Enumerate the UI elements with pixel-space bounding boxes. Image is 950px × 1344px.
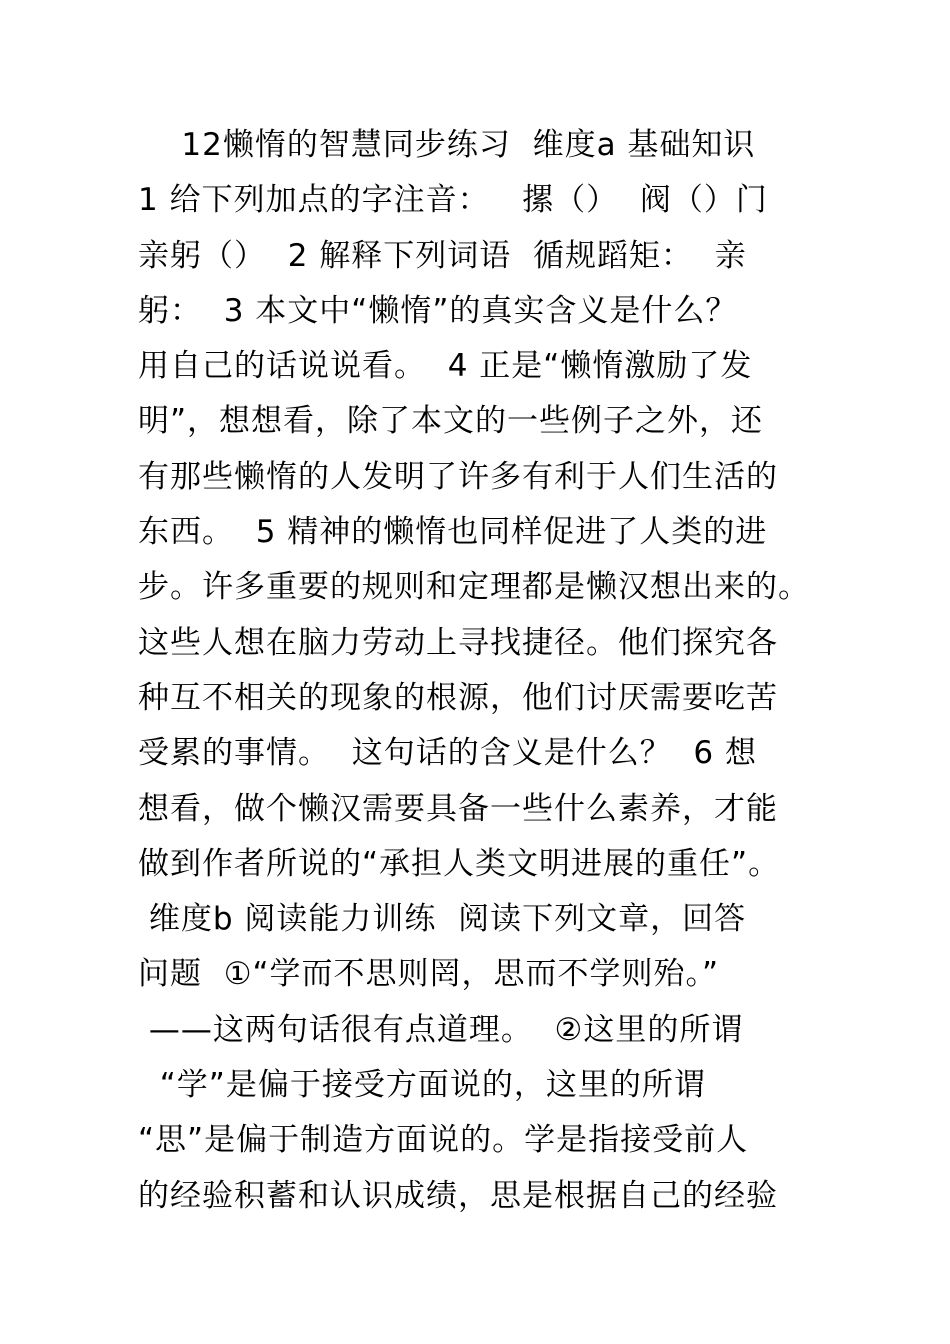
text-line-6: 明”，想想看，除了本文的一些例子之外，还 [138,403,764,440]
text-line-4: 躬： 3 本文中“懒惰”的真实含义是什么？ [138,292,738,329]
text-line-2: 1 给下列加点的字注音： 摞（） 阀（）门 [138,182,768,219]
body-text [138,118,838,1224]
text-line-9: 步。许多重要的规则和定理都是懒汉想出来的。 [138,569,810,606]
text-line-18: “学”是偏于接受方面说的，这里的所谓 [138,1067,706,1104]
text-line-5: 用自己的话说说看。 4 正是“懒惰激励了发 [138,348,753,385]
text-line-7: 有那些懒惰的人发明了许多有利于人们生活的 [138,458,778,495]
text-line-20: 的经验积蓄和认识成绩，思是根据自己的经验 [138,1177,778,1214]
text-line-3: 亲躬（） 2 解释下列词语 循规蹈矩： 亲 [138,237,747,274]
text-line-16: 问题 ①“学而不思则罔，思而不学则殆。” [138,956,720,993]
text-line-17: ——这两句话很有点道理。 ②这里的所谓 [138,1011,744,1048]
text-line-8: 东西。 5 精神的懒惰也同样促进了人类的进 [138,514,768,551]
text-line-11: 种互不相关的现象的根源，他们讨厌需要吃苦 [138,679,778,716]
text-line-14: 做到作者所说的“承担人类文明进展的重任”。 [138,845,781,882]
text-line-10: 这些人想在脑力劳动上寻找捷径。他们探究各 [138,624,778,661]
text-line-19: “思”是偏于制造方面说的。学是指接受前人 [138,1122,749,1159]
text-line-13: 想看，做个懒汉需要具备一些什么素养，才能 [138,790,778,827]
text-line-12: 受累的事情。 这句话的含义是什么？ 6 想 [138,735,757,772]
text-line-1: 12懒惰的智慧同步练习 维度a 基础知识 [138,127,756,163]
text-line-15: 维度b 阅读能力训练 阅读下列文章，回答 [138,901,747,938]
